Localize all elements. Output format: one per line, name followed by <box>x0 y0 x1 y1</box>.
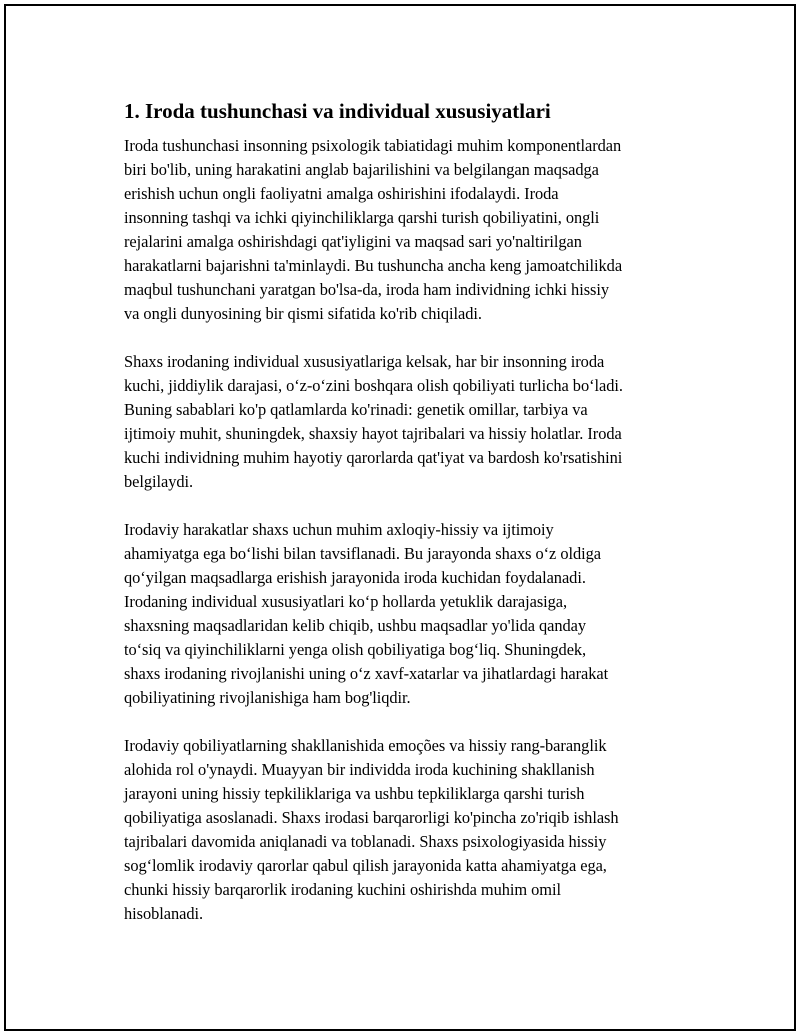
text-line: belgilaydi. <box>124 472 194 491</box>
text-line: Shaxs irodaning individual xususiyatlariga kelsak, har bir insonning iroda <box>124 352 605 371</box>
paragraph <box>124 518 700 710</box>
text-line: Buning sabablari ko'p qatlamlarda ko'rinadi: genetik omillar, tarbiya va <box>124 400 588 419</box>
text-line: to‘siq va qiyinchiliklarni yenga olish qobiliyatiga bog‘liq. Shuningdek, <box>124 640 587 659</box>
text-line: Iroda tushunchasi insonning psixologik tabiatidagi muhim komponentlardan <box>124 136 622 155</box>
text-line: shaxs irodaning rivojlanishi uning o‘z xavf-xatarlar va jihatlardagi harakat <box>124 664 609 683</box>
text-line: sog‘lomlik irodaviy qarorlar qabul qilish jarayonida katta ahamiyatga ega, <box>124 856 607 875</box>
section-title: 1. Iroda tushunchasi va individual xususiyatlari <box>124 99 551 123</box>
page-frame <box>4 4 796 1031</box>
text-line: Irodaning individual xususiyatlari ko‘p hollarda yetuklik darajasiga, <box>124 592 568 611</box>
text-line: qobiliyatining rivojlanishiga ham bog'liqdir. <box>124 688 411 707</box>
text-line: insonning tashqi va ichki qiyinchiliklarga qarshi turish qobiliyatini, ongli <box>124 208 600 227</box>
text-line: shaxsning maqsadlaridan kelib chiqib, ushbu maqsadlar yo'lida qanday <box>124 616 587 635</box>
text-line: harakatlarni bajarishni ta'minlaydi. Bu tushuncha ancha keng jamoatchilikda <box>124 256 623 275</box>
text-line: qo‘yilgan maqsadlarga erishish jarayonida iroda kuchidan foydalanadi. <box>124 568 586 587</box>
text-line: Irodaviy harakatlar shaxs uchun muhim axloqiy-hissiy va ijtimoiy <box>124 520 554 539</box>
text-line: va ongli dunyosining bir qismi sifatida ko'rib chiqiladi. <box>124 304 482 323</box>
paragraph <box>124 350 700 494</box>
text-line: maqbul tushunchani yaratgan bo'lsa-da, iroda ham individning ichki hissiy <box>124 280 610 299</box>
document-body <box>120 98 700 950</box>
text-line: kuchi individning muhim hayotiy qarorlarda qat'iyat va bardosh ko'rsatishini <box>124 448 623 467</box>
paragraph <box>124 734 700 926</box>
text-line: ijtimoiy muhit, shuningdek, shaxsiy hayot tajribalari va hissiy holatlar. Iroda <box>124 424 622 443</box>
text-line: kuchi, jiddiylik darajasi, o‘z-o‘zini boshqara olish qobiliyati turlicha bo‘ladi. <box>124 376 623 395</box>
text-line: rejalarini amalga oshirishdagi qat'iyligini va maqsad sari yo'naltirilgan <box>124 232 582 251</box>
text-line: erishish uchun ongli faoliyatni amalga oshirishini ifodalaydi. Iroda <box>124 184 559 203</box>
text-line: Irodaviy qobiliyatlarning shakllanishida emoções va hissiy rang-baranglik <box>124 736 607 755</box>
text-line: tajribalari davomida aniqlanadi va toblanadi. Shaxs psixologiyasida hissiy <box>124 832 607 851</box>
paragraph <box>124 134 700 326</box>
text-line: biri bo'lib, uning harakatini anglab bajarilishini va belgilangan maqsadga <box>124 160 599 179</box>
text-line: hisoblanadi. <box>124 904 204 923</box>
text-line: alohida rol o'ynaydi. Muayyan bir individda iroda kuchining shakllanish <box>124 760 595 779</box>
text-line: jarayoni uning hissiy tepkiliklariga va ushbu tepkiliklarga qarshi turish <box>124 784 585 803</box>
text-line: chunki hissiy barqarorlik irodaning kuchini oshirishda muhim omil <box>124 880 561 899</box>
text-line: qobiliyatiga asoslanadi. Shaxs irodasi barqarorligi ko'pincha zo'riqib ishlash <box>124 808 619 827</box>
text-line: ahamiyatga ega bo‘lishi bilan tavsiflanadi. Bu jarayonda shaxs o‘z oldiga <box>124 544 602 563</box>
